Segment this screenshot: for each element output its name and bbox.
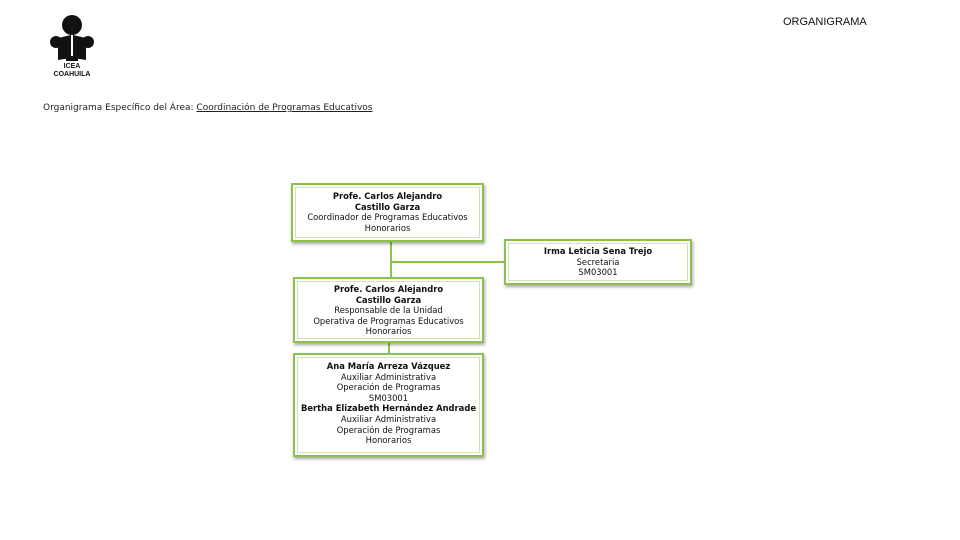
secretary-category: SM03001 <box>578 267 618 278</box>
page-header-label: ORGANIGRAMA <box>783 16 867 28</box>
assistant-1-category: SM03001 <box>368 392 409 403</box>
subtitle-area: Coordinación de Programas Educativos <box>196 103 373 113</box>
assistant-2-area: Operación de Programas <box>336 424 441 435</box>
coordinator-role: Coordinador de Programas Educativos <box>307 212 468 223</box>
assistant-1-role: Auxiliar Administrativa <box>340 371 437 382</box>
assistant-2-role: Auxiliar Administrativa <box>340 413 437 424</box>
connector-vertical-main <box>390 242 392 278</box>
assistant-2-name: Bertha Elizabeth Hernández Andrade <box>300 403 477 414</box>
operative-name: Profe. Carlos Alejandro Castillo Garza <box>333 284 444 305</box>
reader-logo-icon <box>44 14 100 62</box>
page-subtitle <box>43 103 372 113</box>
connector-to-secretary <box>391 261 506 263</box>
logo-text-coahuila: COAHUILA <box>53 71 91 78</box>
assistant-1-name: Ana María Arreza Vázquez <box>326 361 451 371</box>
coordinator-category: Honorarios <box>364 222 411 233</box>
org-box-operative-unit <box>293 277 484 343</box>
assistant-2-category: Honorarios <box>365 435 412 446</box>
secretary-name: Irma Leticia Sena Trejo <box>543 246 653 256</box>
org-box-coordinator <box>291 183 484 242</box>
coordinator-name: Profe. Carlos Alejandro Castillo Garza <box>332 191 443 212</box>
assistant-1-area: Operación de Programas <box>336 382 441 393</box>
secretary-role: Secretaria <box>576 256 620 267</box>
operative-role: Responsable de la Unidad Operativa de Programas Educativos <box>313 305 464 326</box>
operative-category: Honorarios <box>365 326 412 337</box>
org-box-secretary <box>504 239 692 285</box>
icea-logo <box>44 14 100 80</box>
subtitle-prefix: Organigrama Específico del Área: <box>43 103 197 113</box>
org-box-assistants <box>293 353 484 457</box>
logo-text-icea: ICEA <box>63 63 81 70</box>
